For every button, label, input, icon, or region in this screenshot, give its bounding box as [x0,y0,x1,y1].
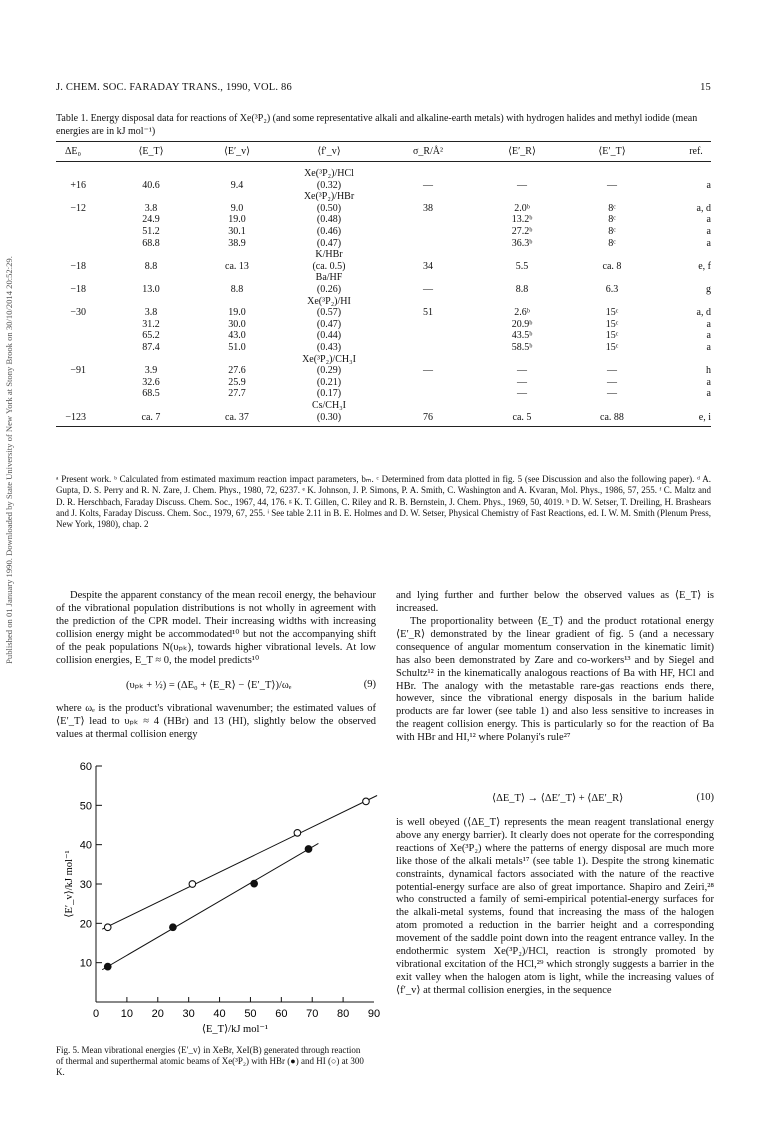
table-cell: 27.2ᵇ [511,226,533,237]
table-cell: e, i [698,411,711,423]
table-cell: 36.3ᵇ [511,237,533,249]
table-cell: 6.3 [605,284,619,295]
equation-10-number: (10) [696,792,714,803]
table-cell: 15ᶜ [605,318,619,330]
table-caption: Table 1. Energy disposal data for reactions of Xe(³P₂) (and some representative alkali and alkaline-earth metals) with hydrogen halides and methyl iodide (mean energies are in kJ mol⁻¹) [56,113,698,137]
table-cell: −123 [65,411,86,423]
table-cell: (0.46) [316,226,342,237]
table-cell: h [706,365,711,377]
table-cell: a [706,330,711,342]
table-cell: (0.44) [316,330,342,342]
x-tick-label: 40 [213,1008,226,1020]
table-cell: (0.26) [316,284,342,295]
table-cell: 43.0 [228,330,246,342]
table-cell: 68.8 [142,237,160,249]
table-cell: — [423,365,433,377]
x-axis-label: ⟨E_T⟩/kJ mol⁻¹ [201,1024,269,1035]
table-cell: (0.47) [316,237,342,249]
table-cell: ca. 8 [602,260,622,272]
table-cell: 38 [423,202,433,214]
table-cell: a [706,214,711,226]
table-header-cell: ⟨f′_v⟩ [317,146,341,157]
table-cell: (ca. 0.5) [312,260,346,272]
table-cell: (0.29) [316,365,342,377]
table-cell: 40.6 [142,179,160,191]
table-cell: g [706,284,711,295]
table-cell: 68.5 [142,388,160,400]
table-group-label: Xe(³P₂)/CH₃I [302,353,356,365]
running-header [56,82,711,93]
table-header-cell: ⟨E′_R⟩ [508,146,536,157]
table-cell: 9.4 [230,179,244,191]
data-point-hi [294,830,301,837]
table-cell: 43.5ᵇ [511,330,533,342]
table-cell: ca. 5 [512,411,532,423]
table-cell: 32.6 [142,376,160,388]
table-cell: 15ᶜ [605,342,619,353]
left-paragraph-2: where ωₑ is the product's vibrational wavenumber; the estimated values of ⟨E′_T⟩ lead to υₚₖ ≈ 4 (HBr) and 13 (HI), slightly below the observed values at thermal collision energy [56,703,376,740]
figure-caption: Fig. 5. Mean vibrational energies ⟨E′_v⟩ in XeBr, XeI(B) generated through reaction of thermal and superthermal atomic beams of Xe(³P₂) with HBr (●) and HI (○) at 300 K. [56,1045,364,1077]
table-cell: — [517,388,527,400]
table-cell: 30.1 [228,226,246,237]
table-cell: 8.8 [230,284,244,295]
x-tick-label: 20 [151,1008,164,1020]
table-cell: 8ᶜ [608,237,616,249]
x-tick-label: 70 [306,1008,319,1020]
table-cell: — [607,388,617,400]
data-point-hi [189,881,196,888]
table-header-cell: ΔE₀ [64,146,82,157]
data-point-hbr [170,924,177,931]
y-tick-label: 30 [79,879,92,891]
table-cell: 19.0 [228,307,246,319]
table-header-cell: ref. [689,146,703,157]
x-tick-label: 90 [367,1008,381,1020]
figure-5-chart [56,760,386,1042]
table-cell: 51.2 [142,226,160,237]
table-cell: 19.0 [228,214,246,226]
data-point-hi [363,798,370,805]
table-group-label: Ba/HF [315,272,343,284]
table-cell: — [607,376,617,388]
table-cell: 51 [423,307,433,319]
data-point-hbr [305,846,312,853]
table-group-label: K/HBr [315,249,343,261]
table-group-label: Xe(³P₂)/HBr [303,191,355,203]
x-tick-label: 60 [275,1008,288,1020]
x-tick-label: 30 [182,1008,195,1020]
table-cell: 51.0 [228,342,246,353]
table-cell: 20.9ᵇ [511,318,533,330]
equation-10-text: ⟨ΔE_T⟩ → ⟨ΔE′_T⟩ + ⟨ΔE′_R⟩ [492,793,624,804]
table-cell: ca. 37 [225,411,249,423]
data-point-hi [104,924,111,931]
table-cell: a [706,342,711,353]
table-cell: — [517,376,527,388]
table-cell: a [706,226,711,237]
table-cell: 76 [423,411,433,423]
table-cell: (0.43) [316,342,342,353]
table-cell: 8ᶜ [608,202,616,214]
table-cell: (0.57) [316,307,342,319]
table-header-cell: ⟨E′_v⟩ [223,146,251,157]
table-cell: (0.17) [316,388,342,400]
table-cell: (0.48) [316,214,342,226]
table-cell: 58.5ᵇ [511,342,533,353]
table-cell: 8ᶜ [608,214,616,226]
table-cell: (0.47) [316,318,342,330]
table-cell: −12 [70,202,86,214]
fit-line [102,796,377,930]
table-cell: 5.5 [515,260,529,272]
download-watermark: Published on 01 January 1990. Downloaded by State University of New York at Stony Brook on 30/10/2014 20:52:29. [4,256,14,664]
table-cell: 38.9 [228,237,246,249]
x-tick-label: 80 [336,1008,350,1020]
table-cell: ca. 7 [141,411,161,423]
page-number: 15 [700,82,711,93]
table-cell: — [423,284,433,295]
equation-9-number: (9) [363,679,376,690]
table-group-label: Xe(³P₂)/HCl [304,168,354,179]
table-cell: 8.8 [515,284,529,295]
table-cell: e, f [698,260,711,272]
table-cell: 8ᶜ [608,226,616,237]
table-cell: 15ᶜ [605,307,619,319]
table-cell: ca. 88 [600,411,624,423]
right-paragraph-1: and lying further and further below the observed values as ⟨E_T⟩ is increased. [396,590,714,614]
table-cell: 13.0 [142,284,160,295]
table-cell: a, d [696,202,711,214]
table-cell: −18 [70,260,86,272]
table-cell: 2.6ᵇ [514,307,530,319]
y-axis-label: ⟨E′_v⟩/kJ mol⁻¹ [64,850,75,918]
table-cell: — [607,365,617,377]
table-cell: a, d [696,307,711,319]
table-rule-head [56,161,711,162]
table-header-cell: σ_R/Å² [412,146,444,157]
table-rule-top [56,141,711,142]
left-paragraph-1: Despite the apparent constancy of the mean recoil energy, the behaviour of the vibrational population distributions is not wholly in agreement with the prediction of the CPR model. Their increasing widths with increasing collision energy might be accommodated¹⁰ but not the accompanying shift of the peak populations N(υₚₖ), towards higher vibrational levels. At low collision energies, E_T ≈ 0, the model predicts¹⁰ [56,590,376,666]
table-cell: a [706,179,711,191]
x-tick-label: 10 [120,1008,134,1020]
table-cell: — [517,179,527,191]
y-tick-label: 50 [79,800,92,813]
table-cell: 27.6 [228,365,246,377]
table-cell: — [607,179,617,191]
table-cell: 24.9 [142,214,160,226]
table-cell: +16 [70,179,86,191]
table-cell: a [706,318,711,330]
table-rule-bottom [56,426,711,427]
table-cell: 8.8 [144,260,158,272]
table-cell: −91 [70,365,86,377]
table-header-cell: ⟨E_T⟩ [138,146,164,157]
fit-line [102,843,318,969]
right-paragraph-3: is well obeyed (⟨ΔE_T⟩ represents the mean reagent translational energy above any energy barrier). It clearly does not operate for the corresponding reactions of Xe(³P₂) where the patterns of energy disposal are much more like those of the alkali metals¹⁷ (see table 1). Despite the strong kinematic constraints, dynamical factors associated with the nature of the reactive potential-energy surface are also of great importance. Shapiro and Zeiri,²⁸ who constructed a family of semi-empirical potential-energy surfaces for the alkali-metal systems, found that increasing the mass of the halogen atom promoted a reduction in the barrier height and a corresponding movement of the saddle point down into the reagent entrance valley. In the endothermic system Xe(³P₂)/HCl, reaction is strongly promoted by vibrational excitation of the HCl,²⁹ which strongly suggests a barrier in the exit valley when the halogen atom is light, while the increasing values of ⟨f′_v⟩ at thermal collision energies, in the sequence [396,817,714,996]
table-cell: −18 [70,284,86,295]
table-cell: −30 [70,307,86,319]
y-tick-label: 40 [79,839,92,852]
journal-info: J. CHEM. SOC. FARADAY TRANS., 1990, VOL. 86 [56,82,292,93]
table-cell: 3.9 [144,365,158,377]
table-cell: 34 [423,260,433,272]
table-cell: 13.2ᵇ [511,214,533,226]
table-cell: 15ᶜ [605,330,619,342]
table-cell: 87.4 [142,342,160,353]
table-group-label: Cs/CH₃I [311,400,347,411]
table-cell: a [706,376,711,388]
table-group-label: Xe(³P₂)/HI [307,295,351,307]
y-tick-label: 20 [79,918,92,931]
table-cell: a [706,237,711,249]
table-cell: (0.21) [316,376,342,388]
table-cell: (0.50) [316,202,342,214]
equation-9-text: (υₚₖ + ½) = (ΔE₀ + ⟨E_R⟩ − ⟨E′_T⟩)/ωₑ [126,680,292,691]
table-cell: 31.2 [142,318,160,330]
data-point-hbr [104,963,111,970]
right-paragraph-2: The proportionality between ⟨E_T⟩ and the product rotational energy ⟨E′_R⟩ demonstrated by the linear gradient of fig. 5 (and a necessary consequence of angular momentum conservation in the kinematic limit) has also been demonstrated by Zare and co-workers¹³ and by Siegel and Schultz¹² in the kinematically analogous reactions of Ba with HF, HCl and HBr. The analogy with the metastable rare-gas reactions ends there, however, since the vibrational energy disposals in the barium halide products are far lower (see table 1) and also less sensitive to increases in the reagent collision energy. This is particularly so for the reaction of Ba with HBr and HI,¹² where Polanyi's rule²⁷ [396,616,714,744]
table-footnotes: ᵃ Present work. ᵇ Calculated from estimated maximum reaction impact parameters, bₘ. ᶜ Determined from data plotted in fig. 5 (see Discussion and also the following paper). ᵈ A. Gupta, D. S. Perry and R. N. Zare, J. Chem. Phys., 1980, 72, 6237. ᵉ K. Johnson, J. P. Simons, P. A. Smith, C. Washington and A. Kvaran, Mol. Phys., 1986, 57, 255. ᶠ C. Maltz and D. R. Herschbach, Faraday Discuss. Chem. Soc., 1967, 44, 176. ᵍ K. T. Gillen, C. Riley and R. B. Bernstein, J. Chem. Phys., 1969, 50, 4019. ʰ D. W. Setser, T. Dreiling, H. Brashears and J. Kolts, Faraday Discuss. Chem. Soc., 1979, 67, 255. ⁱ See table 2.11 in B. E. Holmes and D. W. Setser, Physical Chemistry of Fast Reactions, ed. I. W. M. Smith (Plenum Press, New York, 1980), chap. 2 [56,474,711,530]
table-cell: 25.9 [228,376,246,388]
table-cell: (0.32) [316,179,342,191]
table-cell: 3.8 [144,202,158,214]
table-cell: 2.0ᵇ [514,202,530,214]
x-tick-label: 50 [244,1008,257,1020]
table-cell: — [423,179,433,191]
table-cell: ca. 13 [225,260,249,272]
y-tick-label: 60 [79,761,92,773]
table-cell: 65.2 [142,330,160,342]
table-cell: 27.7 [228,388,246,400]
x-tick-label: 0 [92,1008,100,1020]
table-cell: a [706,388,711,400]
y-tick-label: 10 [79,957,92,970]
table-cell: — [517,365,527,377]
table-header-cell: ⟨E′_T⟩ [598,146,626,157]
data-point-hbr [251,880,258,887]
table-cell: (0.30) [316,411,342,423]
table-cell: 9.0 [230,202,244,214]
table-cell: 30.0 [228,318,246,330]
table-cell: 3.8 [144,307,158,319]
